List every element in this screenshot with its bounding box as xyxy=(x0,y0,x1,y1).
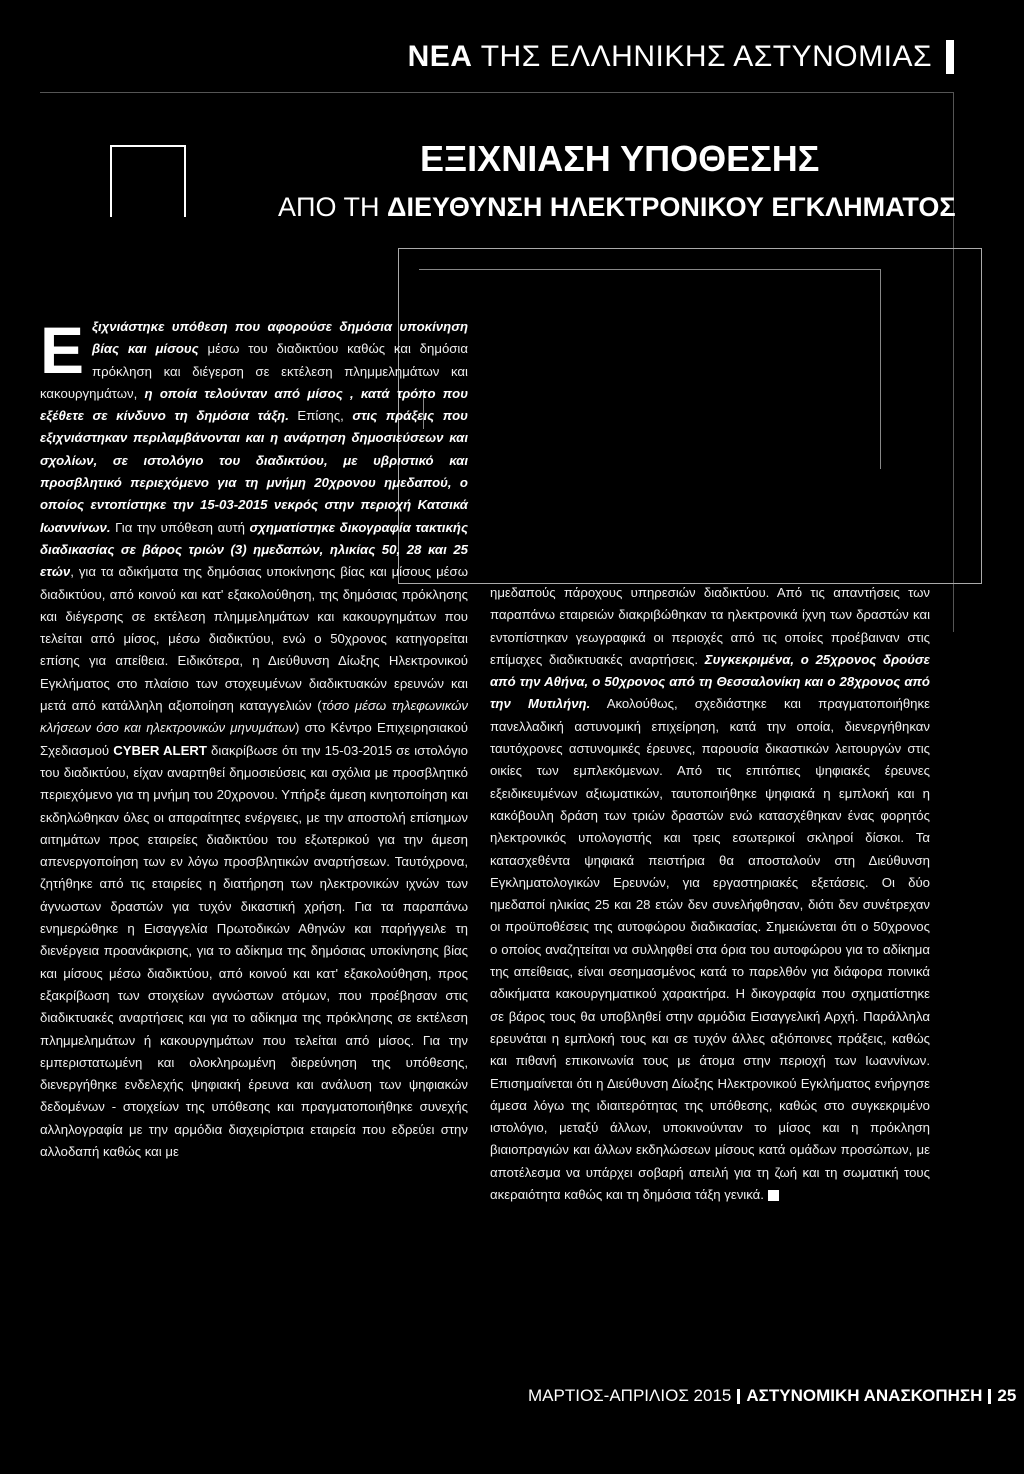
header-accent-bar xyxy=(946,40,954,74)
page-footer xyxy=(528,1386,1016,1406)
article-column-right xyxy=(490,582,930,1206)
article-subtitle-prefix: ΑΠΟ ΤΗ xyxy=(278,192,380,222)
section-header-bold: ΝΕΑ xyxy=(407,40,473,73)
article-end-mark xyxy=(768,1190,779,1201)
frame-rule-top xyxy=(40,92,954,93)
article-paragraph-1: Εξιχνιάστηκε υπόθεση που αφορούσε δημόσια υποκίνηση βίας και μίσους μέσω του διαδικτύου καθώς και δημόσια πρόκληση και διέγερση σε εκτέλεση πλημμελημάτων και κακουργημάτων, η οποία τελούνταν από μίσος , κατά τρόπο που εξέθετε σε κίνδυνο τη δημόσια τάξη. Επίσης, στις πράξεις που εξιχνιάστηκαν περιλαμβάνονται και η ανάρτηση δημοσιεύσεων και σχολίων, σε ιστολόγιο του διαδικτύου, με υβριστικό και προσβλητικό περιεχόμενο για τη μνήμη 20χρονου ημεδαπού, ο οποίος εντοπίστηκε την 15-03-2015 νεκρός στην περιοχή Κατσικά Ιωαννίνων. Για την υπόθεση αυτή σχηματίστηκε δικογραφία τακτικής διαδικασίας σε βάρος τριών (3) ημεδαπών, ηλικίας 50, 28 και 25 ετών, για τα αδικήματα της δημόσιας υποκίνησης βίας και μίσους μέσω διαδικτύου, από κοινού και κατ' εξακολούθηση, της δημόσιας πρόκλησης και διέγερσης σε εκτέλεση πλημμελημάτων και κακουργημάτων που τελείται από μίσος, μέσω διαδικτύου, ενώ ο 50χρονος κατηγορείται επίσης για απείθεια. Ειδικότερα, η Διεύθυνση Δίωξης Ηλεκτρονικού Εγκλήματος στο πλαίσιο των στοχευμένων διαδικτυακών ερευνών και μετά από κατάλληλη αξιοποίηση καταγγελιών (τόσο μέσω τηλεφωνικών κλήσεων όσο και ηλεκτρονικών μηνυμάτων) στο Κέντρο Επιχειρησιακού Σχεδιασμού CYBER ALERT διακρίβωσε ότι την 15-03-2015 σε ιστολόγιο του διαδικτύου, είχαν αναρτηθεί δημοσιεύσεις και σχόλια με προσβλητικό περιεχόμενο για τη μνήμη του 20χρονου. Υπήρξε άμεση κινητοποίηση και εκδηλώθηκαν όλες οι απαραίτητες ενέργειες, με την αποστολή επίσημων αιτημάτων προς εταιρείες διαδικτύου του εξωτερικού για την άμεση απενεργοποίηση των εν λόγω προσβλητικών αναρτήσεων. Ταυτόχρονα, ζητήθηκε από τις εταιρείες η διατήρηση των ηλεκτρονικών ιχνών των άγνωστων δραστών για τυχόν δικαστική χρήση. Για τα παραπάνω ενημερώθηκε η Εισαγγελία Πρωτοδικών Αθηνών και παρήγγειλε τη διενέργεια προανάκρισης, για το αδίκημα της δημόσιας υποκίνησης βίας και μίσους μέσω διαδικτύου, από κοινού και κατ' εξακολούθηση, προς εξακρίβωση των στοιχείων αγνώστων ατόμων, που προέβησαν στις διαδικτυακές αναρτήσεις και για το αδίκημα της πρόκλησης σε εκτέλεση πλημμελημάτων ή κακουργημάτων που τελείται από μίσος. Για την εμπεριστατωμένη και ολοκληρωμένη διερεύνηση της υπόθεσης, διενεργήθηκε ενδελεχής ψηφιακή έρευνα και ανάλυση των ψηφιακών δεδομένων - στοιχείων της υπόθεσης και πραγματοποιήθηκε συνεχής αλληλογραφία με την αρμόδια διαχειρίστρια εταιρεία που εδρεύει στην αλλοδαπή καθώς και με xyxy=(40,313,469,1159)
section-logo xyxy=(110,145,186,217)
dropcap: Ε xyxy=(40,313,85,387)
article-title: ΕΞΙΧΝΙΑΣΗ ΥΠΟΘΕΣΗΣ xyxy=(420,138,820,179)
photo-placeholder xyxy=(398,248,982,584)
footer-issue: ΜΑΡΤΙΟΣ-ΑΠΡΙΛΙΟΣ 2015 xyxy=(528,1386,732,1405)
article-subtitle xyxy=(278,192,956,223)
section-header xyxy=(408,40,932,74)
section-header-rest: ΤΗΣ ΕΛΛΗΝΙΚΗΣ ΑΣΤΥΝΟΜΙΑΣ xyxy=(480,40,932,73)
article-paragraph-2: ημεδαπούς πάροχους υπηρεσιών διαδικτύου. Από τις απαντήσεις των παραπάνω εταιρειών διακριβώθηκαν τα ηλεκτρονικά ίχνη των δραστών και εντοπίστηκαν γεωγραφικά οι περιοχές από τις οποίες προέβαιναν στις επίμαχες διαδικτυακές αναρτήσεις. Συγκεκριμένα, ο 25χρονος δρούσε από την Αθήνα, ο 50χρονος από τη Θεσσαλονίκη και ο 28χρονος από την Μυτιλήνη. Ακολούθως, σχεδιάστηκε και πραγματοποιήθηκε πανελλαδική αστυνομική επιχείρηση, κατά την οποία, διενεργήθηκαν ταυτόχρονες αστυνομικές έρευνες, παρουσία δικαστικών λειτουργών στις οικίες των εμπλεκόμενων. Από τις επιτόπιες ψηφιακές έρευνες εξειδικευμένων αξιωματικών, ταυτοποιήθηκε ψηφιακά η εμπλοκή και η κακόβουλη δράση των τριών δραστών ενώ κατασχέθηκαν ένας φορητός ηλεκτρονικός υπολογιστής και τρεις εσωτερικοί σκληροί δίσκοι. Τα κατασχεθέντα ψηφιακά πειστήρια θα αποσταλούν στη Διεύθυνση Εγκληματολογικών Ερευνών, για εργαστηριακές εξετάσεις. Οι δύο ημεδαποί ηλικίας 25 και 28 ετών δεν συνελήφθησαν, διότι δεν συνέτρεχαν οι προϋποθέσεις της αυτοφώρου διαδικασίας. Σημειώνεται ότι ο 50χρονος ο οποίος αναζητείται να συλληφθεί στα όρια του αυτοφώρου για το αδίκημα της απείθειας, είναι σεσημασμένος κατά το παρελθόν για διάφορα ποινικά αδικήματα κακουργηματικού χαρακτήρα. Η δικογραφία που σχηματίστηκε σε βάρος τους θα υποβληθεί στην αρμόδια Εισαγγελική Αρχή. Παράλληλα ερευνάται η εμπλοκή τους και σε τυχόν άλλες αξιόποινες πράξεις, καθώς και πιθανή επικοινωνία τους με άτομα στην περιοχή των Ιωαννίνων. Επισημαίνεται ότι η Διεύθυνση Δίωξης Ηλεκτρονικού Εγκλήματος ενήργησε άμεσα λόγω της ιδιαιτερότητας της υπόθεσης, καθώς στο συγκεκριμένο ιστολόγιο, μεταξύ άλλων, υποκινούνταν το μίσος και η πρόκληση βιαιοπραγιών και άλλων εκδηλώσεων μίσους κατά ομάδων προσώπων, με αποτέλεσμα να υπάρχει σοβαρή απειλή για τη ζωή και τη σωματική τους ακεραιότητα καθώς και τη δημόσια τάξη γενικά. xyxy=(490,585,930,1203)
page-number: 25 xyxy=(997,1386,1017,1405)
article-subtitle-bold: ΔΙΕΥΘΥΝΣΗ ΗΛΕΚΤΡΟΝΙΚΟΥ ΕΓΚΛΗΜΑΤΟΣ xyxy=(387,192,956,222)
article-column-left xyxy=(40,313,469,1163)
footer-magazine: ΑΣΤΥΝΟΜΙΚΗ ΑΝΑΣΚΟΠΗΣΗ xyxy=(746,1386,983,1405)
